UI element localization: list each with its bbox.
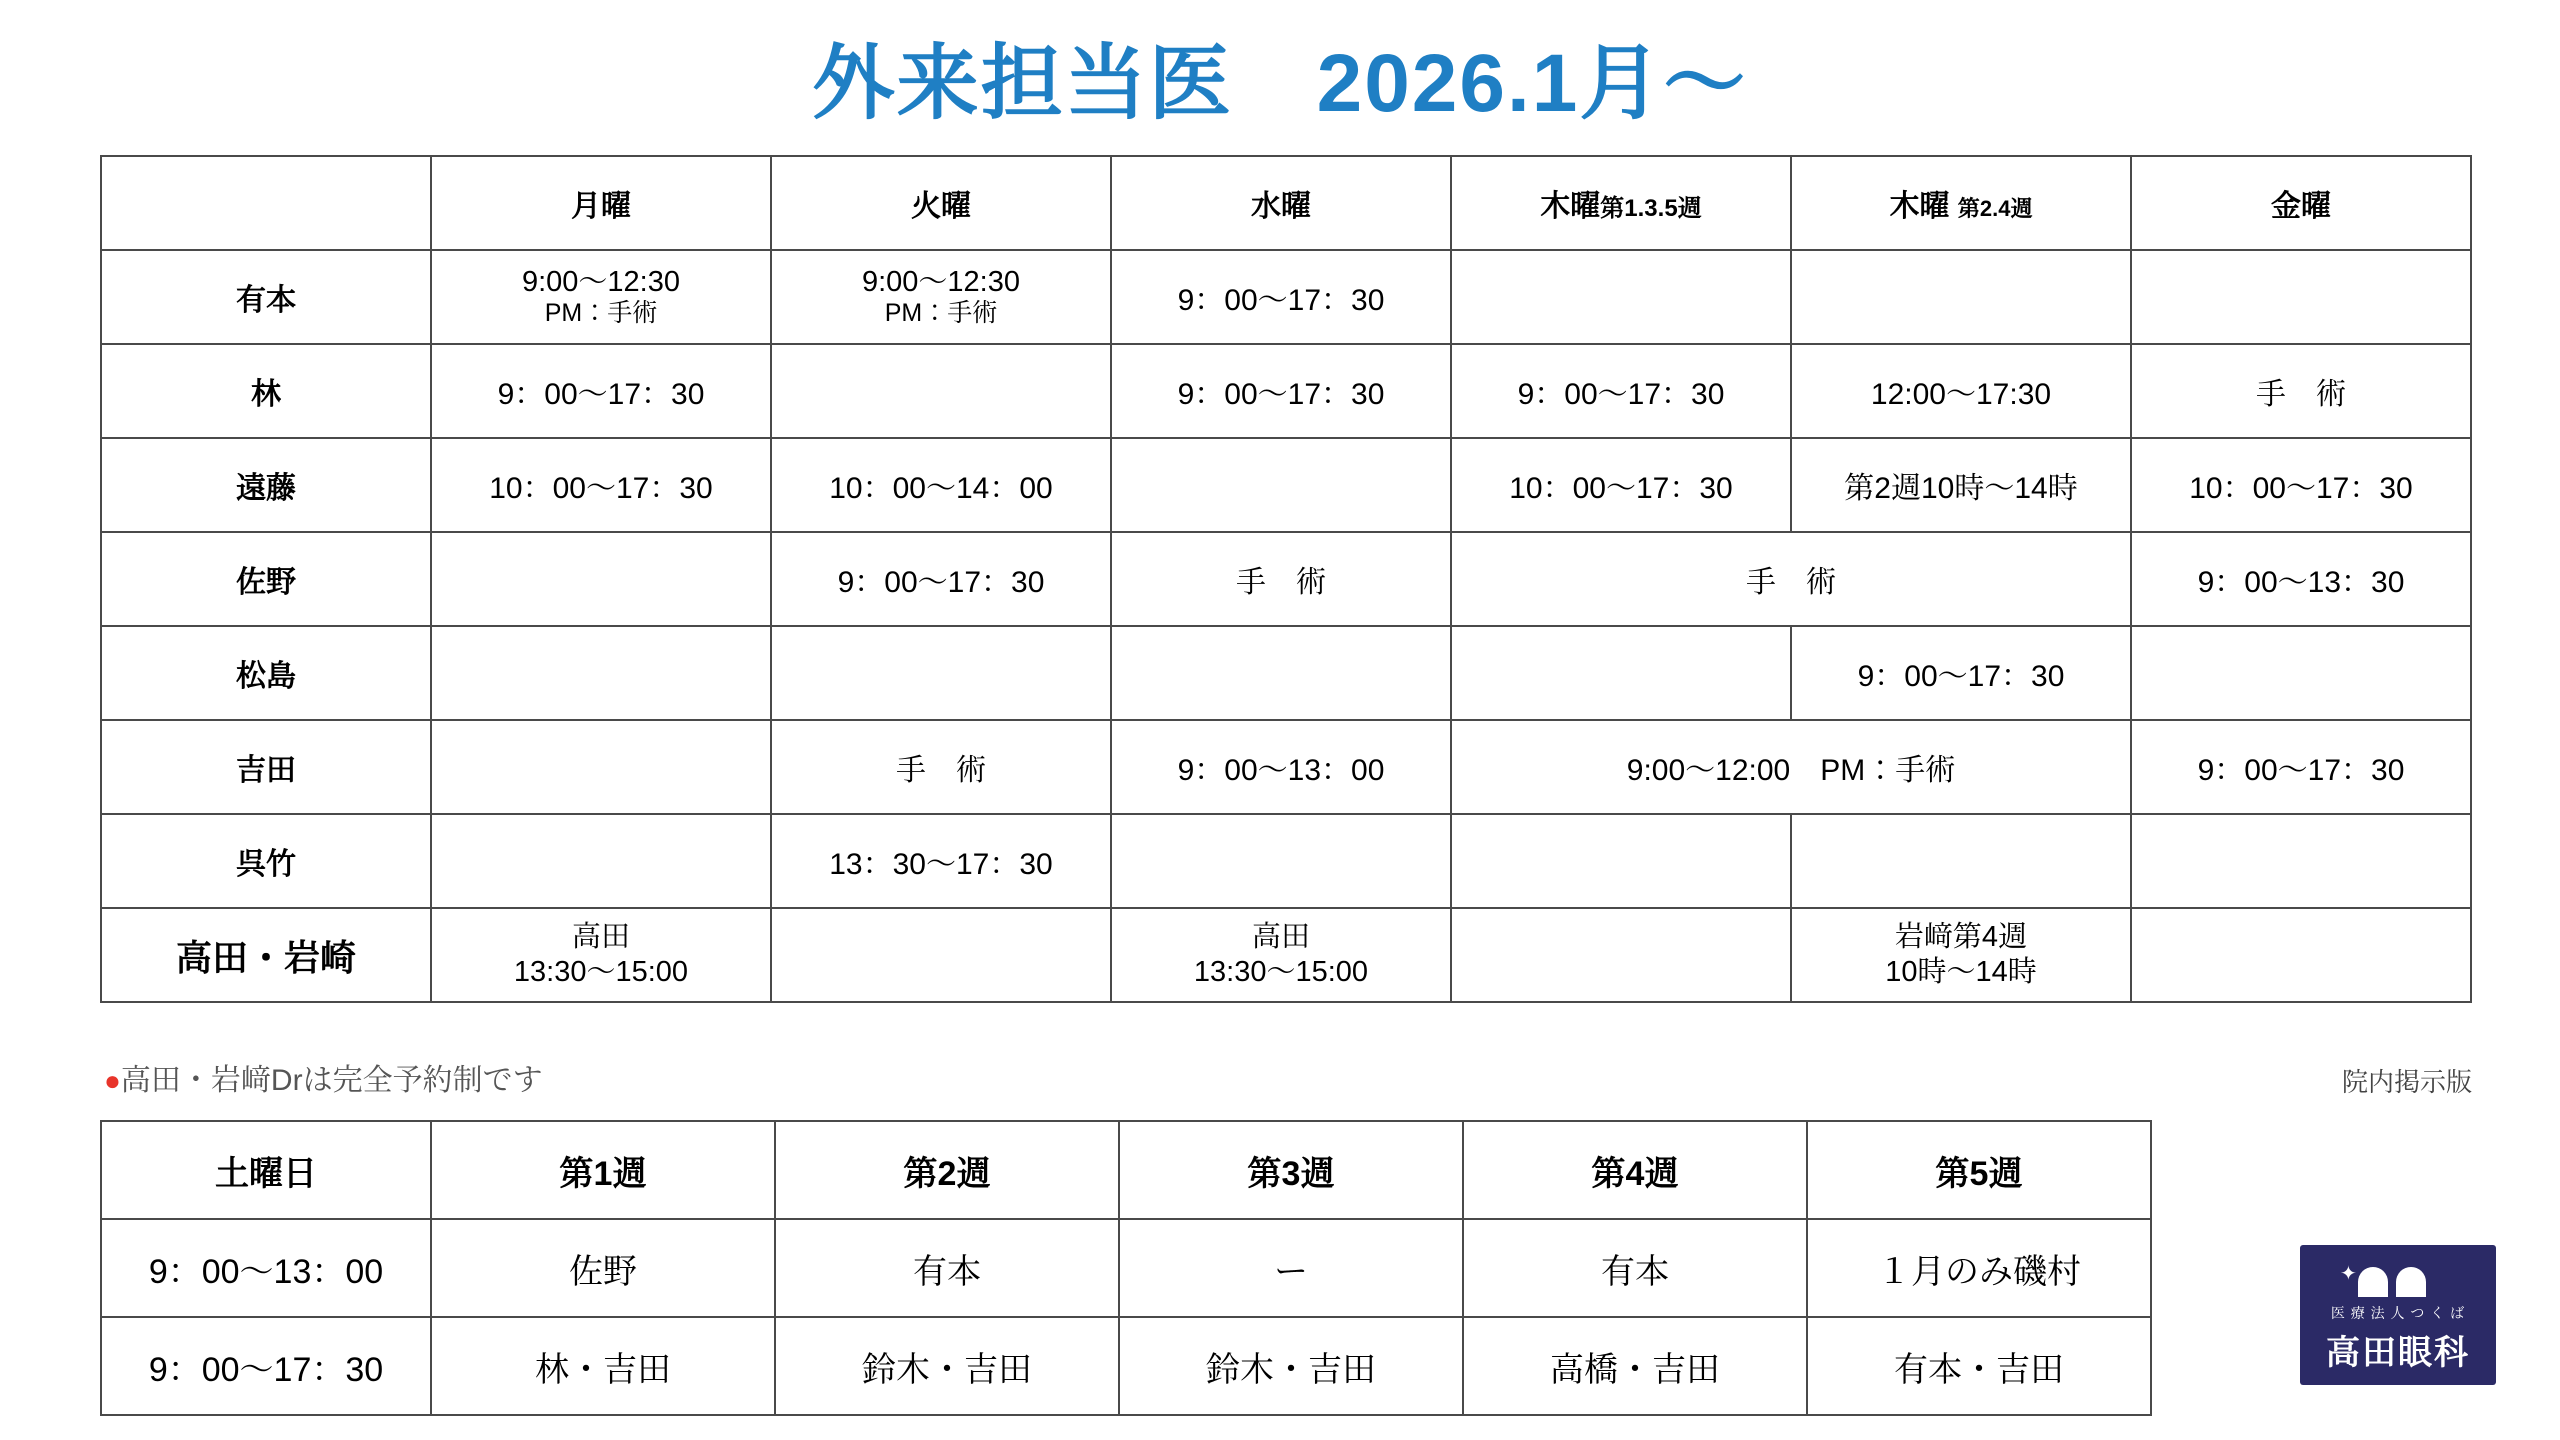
page-title: 外来担当医 2026.1月〜 <box>812 38 1748 129</box>
cell-arimoto-thu1 <box>1451 250 1791 344</box>
saturday-schedule-table <box>100 1120 2152 1416</box>
saturday-header-week1: 第1週 <box>431 1121 775 1219</box>
cell-kuretake-thu2 <box>1791 814 2131 908</box>
header-thursday-24-label: 木曜 <box>1889 190 1950 223</box>
saturday-r2-week4: 高橋・吉田 <box>1463 1317 1807 1415</box>
cell-line1: 高田 <box>1251 921 1310 954</box>
saturday-header-week2: 第2週 <box>775 1121 1119 1219</box>
cell-hayashi-thu2: 12:00〜17:30 <box>1791 344 2131 438</box>
cell-arimoto-tue <box>771 250 1111 344</box>
cell-line1: 9:00〜12:30 <box>521 266 680 299</box>
saturday-r2-week1: 林・吉田 <box>431 1317 775 1415</box>
header-monday: 月曜 <box>431 156 771 250</box>
header-thursday-24 <box>1791 156 2131 250</box>
table-row <box>101 908 2471 1002</box>
cell-yoshida-mon <box>431 720 771 814</box>
table-row <box>101 626 2471 720</box>
header-thursday-24-note: 第2.4週 <box>1957 196 2033 221</box>
reservation-note <box>104 1055 543 1099</box>
cell-yoshida-fri: 9：00〜17：30 <box>2131 720 2471 814</box>
saturday-header-label: 土曜日 <box>101 1121 431 1219</box>
cell-iwasaki-thu2 <box>1791 908 2131 1002</box>
table-row <box>101 344 2471 438</box>
saturday-r2-week5: 有本・吉田 <box>1807 1317 2151 1415</box>
saturday-header-week3: 第3週 <box>1119 1121 1463 1219</box>
doctor-name: 高田・岩崎 <box>101 908 431 1002</box>
cell-hayashi-tue <box>771 344 1111 438</box>
saturday-header-week4: 第4週 <box>1463 1121 1807 1219</box>
saturday-r1-week3: ー <box>1119 1219 1463 1317</box>
header-thursday-135-note: 第1.3.5週 <box>1600 195 1702 222</box>
cell-endo-tue: 10：00〜14：00 <box>771 438 1111 532</box>
cell-line2: 13:30〜15:00 <box>1193 956 1369 988</box>
cell-matsushima-mon <box>431 626 771 720</box>
cell-matsushima-fri <box>2131 626 2471 720</box>
cell-kuretake-tue: 13：30〜17：30 <box>771 814 1111 908</box>
doctor-name: 佐野 <box>101 532 431 626</box>
cell-arimoto-wed: 9：00〜17：30 <box>1111 250 1451 344</box>
saturday-r1-week1: 佐野 <box>431 1219 775 1317</box>
cell-endo-thu2: 第2週10時〜14時 <box>1791 438 2131 532</box>
logo-subtitle: 医 療 法 人 つ く ば <box>2330 1305 2466 1321</box>
saturday-r1-week2: 有本 <box>775 1219 1119 1317</box>
saturday-r1-week4: 有本 <box>1463 1219 1807 1317</box>
cell-takada-wed <box>1111 908 1451 1002</box>
cell-hayashi-thu1: 9：00〜17：30 <box>1451 344 1791 438</box>
cell-kuretake-mon <box>431 814 771 908</box>
header-friday: 金曜 <box>2131 156 2471 250</box>
cell-arimoto-mon <box>431 250 771 344</box>
bullet-dot-icon: ● <box>104 1065 121 1096</box>
cell-matsushima-thu2: 9：00〜17：30 <box>1791 626 2131 720</box>
header-tuesday: 火曜 <box>771 156 1111 250</box>
cell-line1: 9:00〜12:30 <box>861 266 1020 299</box>
cell-endo-wed <box>1111 438 1451 532</box>
reservation-note-text: 高田・岩﨑Drは完全予約制です <box>120 1064 543 1097</box>
cell-takada-mon <box>431 908 771 1002</box>
header-thursday-135-label: 木曜 <box>1540 190 1601 223</box>
table-row <box>101 1219 2151 1317</box>
cell-matsushima-thu1 <box>1451 626 1791 720</box>
cell-endo-thu1: 10：00〜17：30 <box>1451 438 1791 532</box>
cell-endo-fri: 10：00〜17：30 <box>2131 438 2471 532</box>
cell-takada-fri <box>2131 908 2471 1002</box>
posting-label: 院内掲示版 <box>2341 1067 2472 1097</box>
cell-hayashi-mon: 9：00〜17：30 <box>431 344 771 438</box>
cell-hayashi-wed: 9：00〜17：30 <box>1111 344 1451 438</box>
doctor-name: 呉竹 <box>101 814 431 908</box>
clinic-logo <box>2300 1245 2496 1385</box>
doctor-name: 吉田 <box>101 720 431 814</box>
cell-endo-mon: 10：00〜17：30 <box>431 438 771 532</box>
cell-takada-tue <box>771 908 1111 1002</box>
cell-kuretake-wed <box>1111 814 1451 908</box>
header-corner <box>101 156 431 250</box>
saturday-r1-week5: １月のみ磯村 <box>1807 1219 2151 1317</box>
table-row <box>101 1317 2151 1415</box>
cell-sano-wed: 手 術 <box>1111 532 1451 626</box>
cell-kuretake-fri <box>2131 814 2471 908</box>
cell-matsushima-wed <box>1111 626 1451 720</box>
cell-arimoto-fri <box>2131 250 2471 344</box>
header-wednesday: 水曜 <box>1111 156 1451 250</box>
cell-yoshida-tue: 手 術 <box>771 720 1111 814</box>
cell-line2: PM：手術 <box>884 299 998 328</box>
eye-mark-icon <box>2300 1259 2496 1301</box>
table-row <box>101 250 2471 344</box>
doctor-name: 松島 <box>101 626 431 720</box>
cell-yoshida-thu-merged: 9:00〜12:00 PM：手術 <box>1451 720 2131 814</box>
cell-line1: 岩﨑第4週 <box>1894 921 2028 954</box>
header-thursday-135 <box>1451 156 1791 250</box>
sparkle-icon: ✦ <box>2340 1263 2357 1285</box>
cell-line2: 10時〜14時 <box>1885 956 2037 988</box>
saturday-header-week5: 第5週 <box>1807 1121 2151 1219</box>
doctor-name: 遠藤 <box>101 438 431 532</box>
cell-line1: 高田 <box>571 921 630 954</box>
table-row <box>101 720 2471 814</box>
table-row <box>101 438 2471 532</box>
cell-kuretake-thu1 <box>1451 814 1791 908</box>
saturday-time-morning: 9：00〜13：00 <box>101 1219 431 1317</box>
cell-matsushima-tue <box>771 626 1111 720</box>
cell-takada-thu1 <box>1451 908 1791 1002</box>
eye-left-shape <box>2358 1267 2388 1297</box>
cell-yoshida-wed: 9：00〜13：00 <box>1111 720 1451 814</box>
table-row <box>101 532 2471 626</box>
doctor-schedule-table <box>100 155 2472 1003</box>
doctor-name: 有本 <box>101 250 431 344</box>
cell-hayashi-fri: 手 術 <box>2131 344 2471 438</box>
table-header-row <box>101 156 2471 250</box>
saturday-header-row <box>101 1121 2151 1219</box>
cell-line2: PM：手術 <box>544 299 658 328</box>
cell-sano-thu-merged: 手 術 <box>1451 532 2131 626</box>
saturday-r2-week3: 鈴木・吉田 <box>1119 1317 1463 1415</box>
cell-line2: 13:30〜15:00 <box>513 956 689 988</box>
logo-name: 高田眼科 <box>2326 1334 2470 1372</box>
doctor-name: 林 <box>101 344 431 438</box>
cell-sano-fri: 9：00〜13：30 <box>2131 532 2471 626</box>
saturday-time-fullday: 9：00〜17：30 <box>101 1317 431 1415</box>
table-row <box>101 814 2471 908</box>
cell-sano-tue: 9：00〜17：30 <box>771 532 1111 626</box>
cell-sano-mon <box>431 532 771 626</box>
eye-right-shape <box>2396 1267 2426 1297</box>
saturday-r2-week2: 鈴木・吉田 <box>775 1317 1119 1415</box>
cell-arimoto-thu2 <box>1791 250 2131 344</box>
